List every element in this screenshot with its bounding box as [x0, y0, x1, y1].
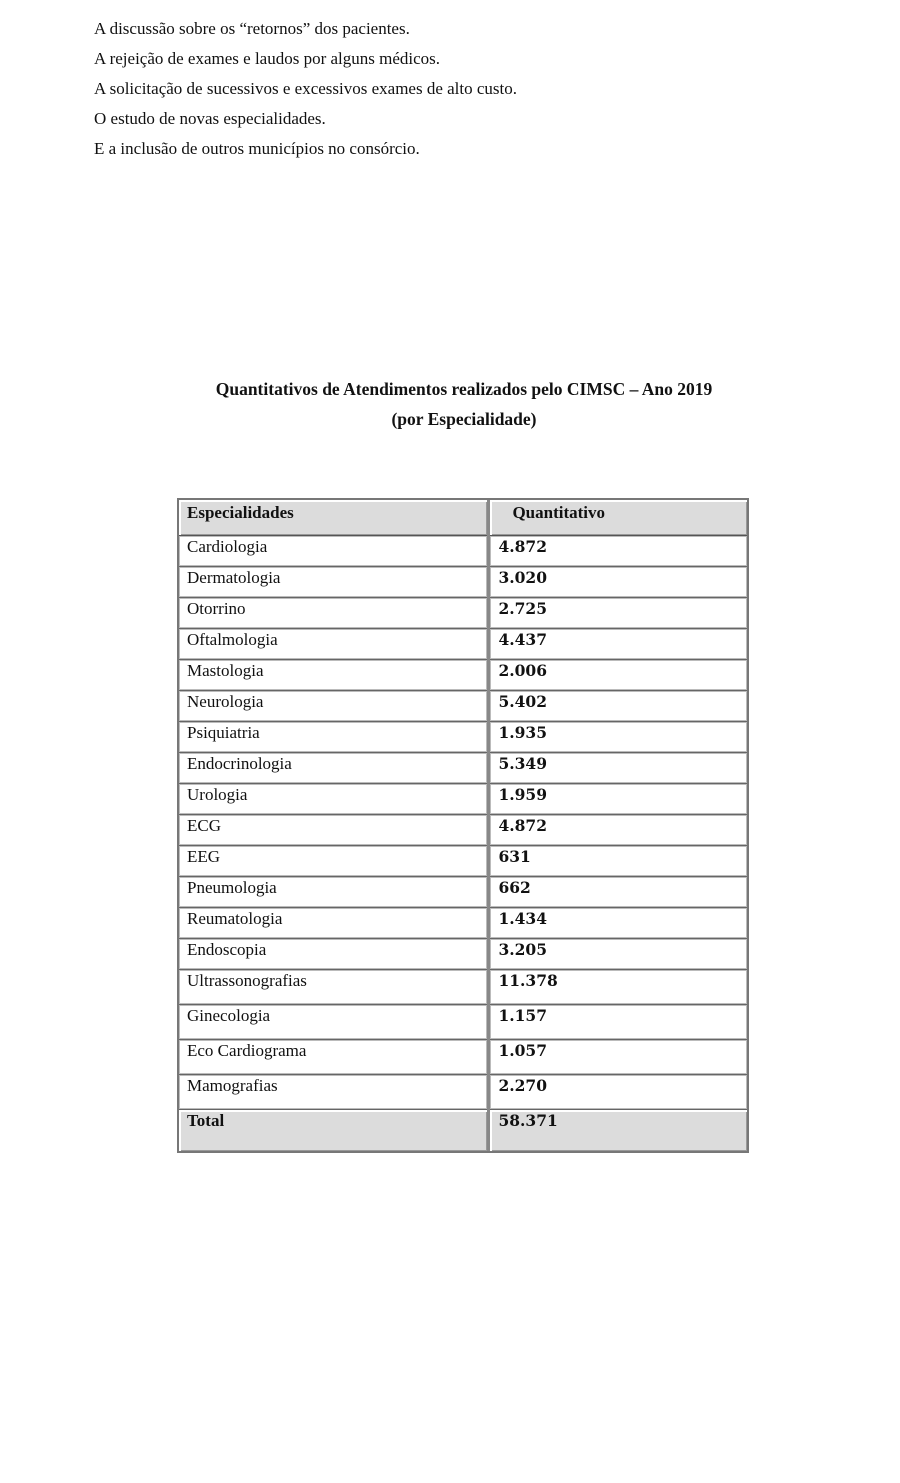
table-row: [179, 1005, 747, 1040]
table-row: [179, 567, 747, 598]
table-row: [179, 970, 747, 1005]
intro-line: E a inclusão de outros municípios no consórcio.: [94, 139, 420, 158]
specialty-quantity: 1.157: [490, 1005, 747, 1040]
specialty-name: Pneumologia: [179, 877, 487, 908]
specialty-name: ECG: [179, 815, 487, 846]
total-value: 58.371: [490, 1110, 747, 1151]
specialty-name: Cardiologia: [179, 536, 487, 567]
column-header-especialidades: Especialidades: [179, 500, 487, 536]
total-label: Total: [179, 1110, 487, 1151]
specialty-quantity: 1.057: [490, 1040, 747, 1075]
table-row: [179, 660, 747, 691]
specialty-quantity: 1.434: [490, 908, 747, 939]
specialty-name: Mastologia: [179, 660, 487, 691]
table-title: [0, 374, 900, 434]
table-row: [179, 877, 747, 908]
table-row: [179, 784, 747, 815]
specialty-quantity: 1.959: [490, 784, 747, 815]
table-title-line2: (por Especialidade): [391, 409, 537, 429]
column-header-quantitativo: Quantitativo: [490, 500, 747, 536]
specialty-quantity: 4.437: [490, 629, 747, 660]
table-row: [179, 1075, 747, 1110]
specialties-table-wrapper: [177, 498, 749, 1153]
specialty-name: Psiquiatria: [179, 722, 487, 753]
specialty-quantity: 631: [490, 846, 747, 877]
specialty-name: Eco Cardiograma: [179, 1040, 487, 1075]
table-title-line1: Quantitativos de Atendimentos realizados pelo CIMSC – Ano 2019: [215, 379, 713, 399]
table-row: [179, 939, 747, 970]
table-total-row: [179, 1110, 747, 1151]
specialty-name: Neurologia: [179, 691, 487, 722]
specialty-quantity: 1.935: [490, 722, 747, 753]
specialty-quantity: 2.006: [490, 660, 747, 691]
table-body: [179, 536, 747, 1110]
intro-line: A solicitação de sucessivos e excessivos exames de alto custo.: [94, 79, 517, 98]
specialty-name: Endocrinologia: [179, 753, 487, 784]
table-row: [179, 815, 747, 846]
table-header-row: [179, 500, 747, 536]
specialty-name: Mamografias: [179, 1075, 487, 1110]
specialty-name: Oftalmologia: [179, 629, 487, 660]
table-row: [179, 691, 747, 722]
specialty-name: Ginecologia: [179, 1005, 487, 1040]
intro-list: [94, 14, 517, 164]
intro-line: A rejeição de exames e laudos por alguns médicos.: [94, 49, 441, 68]
specialty-name: Otorrino: [179, 598, 487, 629]
table-row: [179, 598, 747, 629]
table-row: [179, 536, 747, 567]
specialty-name: Dermatologia: [179, 567, 487, 598]
specialty-quantity: 2.270: [490, 1075, 747, 1110]
specialty-quantity: 4.872: [490, 815, 747, 846]
specialties-table: [177, 498, 749, 1153]
specialty-quantity: 662: [490, 877, 747, 908]
specialty-name: Endoscopia: [179, 939, 487, 970]
specialty-quantity: 5.402: [490, 691, 747, 722]
intro-line: A discussão sobre os “retornos” dos pacientes.: [94, 19, 410, 38]
specialty-name: EEG: [179, 846, 487, 877]
specialty-name: Ultrassonografias: [179, 970, 487, 1005]
specialty-name: Urologia: [179, 784, 487, 815]
specialty-name: Reumatologia: [179, 908, 487, 939]
intro-line: O estudo de novas especialidades.: [94, 109, 326, 128]
table-row: [179, 846, 747, 877]
specialty-quantity: 11.378: [490, 970, 747, 1005]
specialty-quantity: 5.349: [490, 753, 747, 784]
table-row: [179, 1040, 747, 1075]
table-row: [179, 722, 747, 753]
specialty-quantity: 3.020: [490, 567, 747, 598]
table-row: [179, 753, 747, 784]
specialty-quantity: 4.872: [490, 536, 747, 567]
table-row: [179, 629, 747, 660]
specialty-quantity: 3.205: [490, 939, 747, 970]
specialty-quantity: 2.725: [490, 598, 747, 629]
table-row: [179, 908, 747, 939]
